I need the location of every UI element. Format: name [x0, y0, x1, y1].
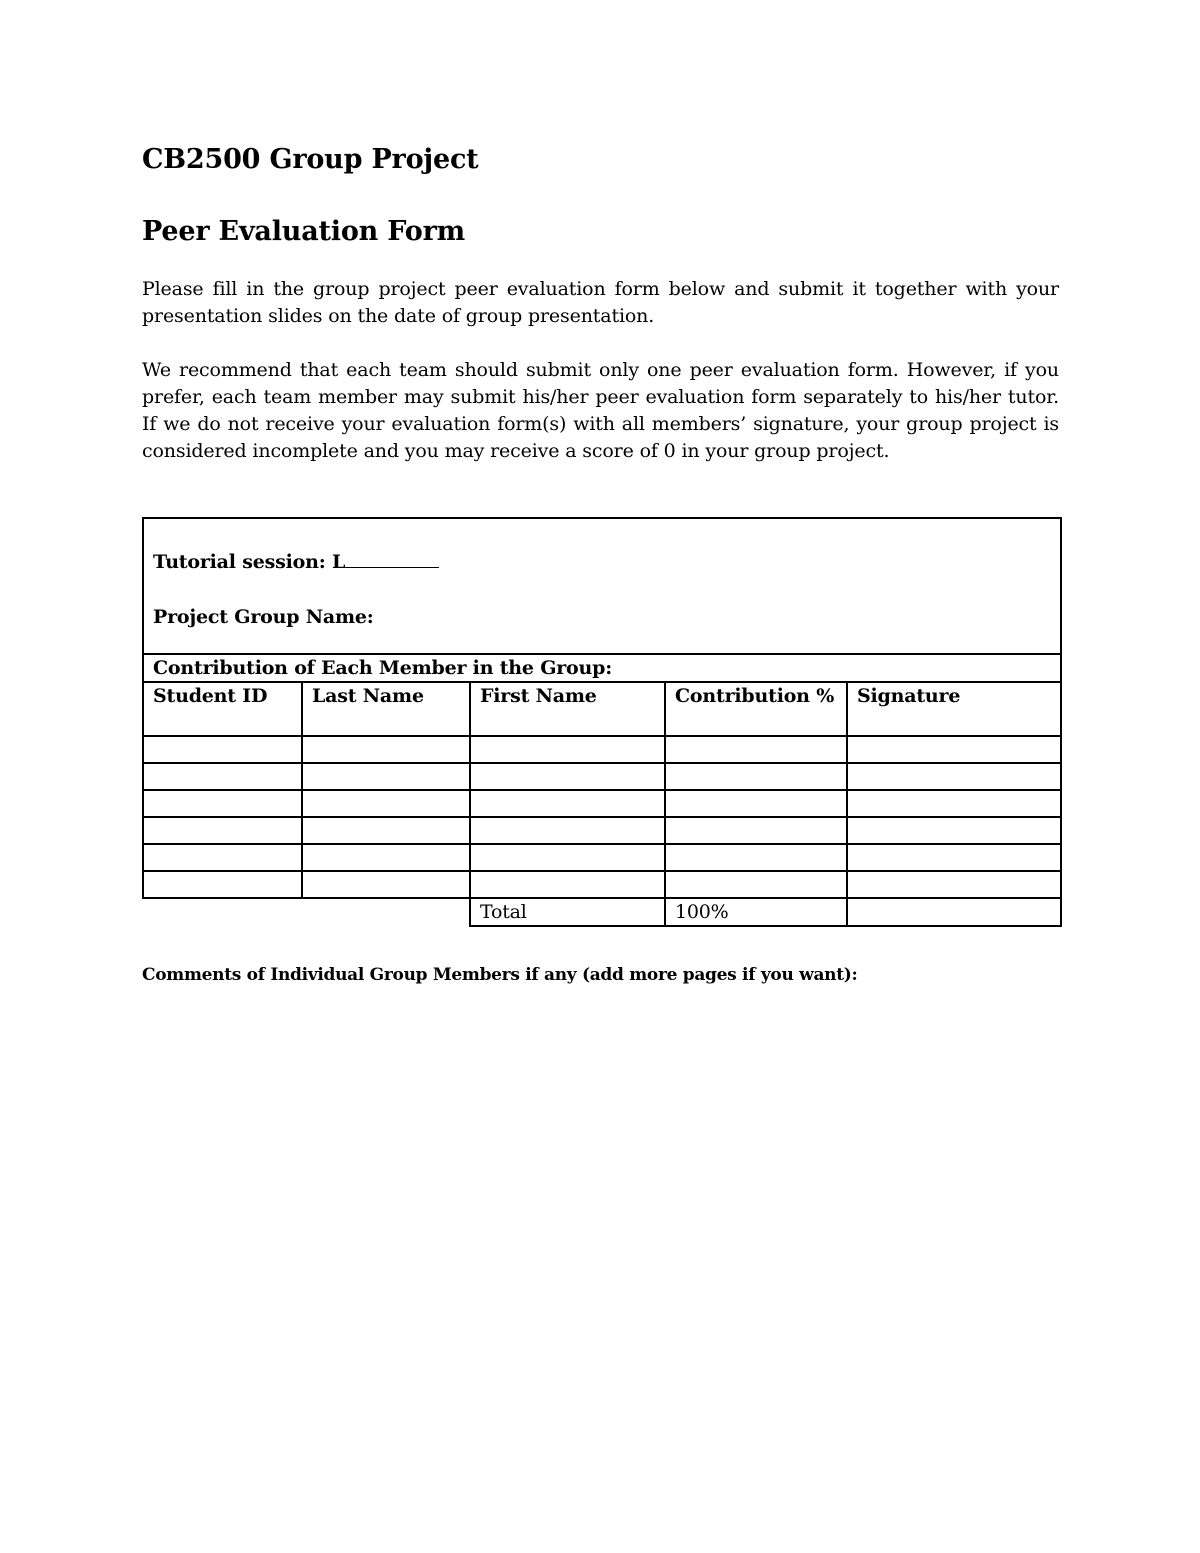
- first-name-cell[interactable]: [470, 817, 665, 844]
- student-id-cell[interactable]: [143, 763, 302, 790]
- col-header-contribution: Contribution %: [665, 682, 847, 736]
- table-row: [143, 790, 1061, 817]
- first-name-cell[interactable]: [470, 763, 665, 790]
- form-title: Peer Evaluation Form: [142, 216, 465, 247]
- col-header-last-name: Last Name: [302, 682, 470, 736]
- student-id-cell[interactable]: [143, 817, 302, 844]
- last-name-cell[interactable]: [302, 736, 470, 763]
- contribution-cell[interactable]: [665, 844, 847, 871]
- signature-cell[interactable]: [847, 844, 1061, 871]
- first-name-cell[interactable]: [470, 790, 665, 817]
- comments-label: Comments of Individual Group Members if any (add more pages if you want):: [142, 965, 858, 985]
- student-id-cell[interactable]: [143, 871, 302, 898]
- signature-cell[interactable]: [847, 817, 1061, 844]
- first-name-cell[interactable]: [470, 844, 665, 871]
- course-title: CB2500 Group Project: [142, 144, 479, 175]
- table-row: [143, 871, 1061, 898]
- header-info-row: [143, 518, 1061, 654]
- col-header-signature: Signature: [847, 682, 1061, 736]
- table-row: [143, 736, 1061, 763]
- total-row-spacer: [143, 898, 470, 926]
- contribution-cell[interactable]: [665, 817, 847, 844]
- tutorial-session-line: [144, 549, 1060, 575]
- last-name-cell[interactable]: [302, 871, 470, 898]
- signature-cell[interactable]: [847, 763, 1061, 790]
- student-id-cell[interactable]: [143, 790, 302, 817]
- contribution-heading-row: [143, 654, 1061, 682]
- contribution-cell[interactable]: [665, 790, 847, 817]
- signature-cell[interactable]: [847, 736, 1061, 763]
- contribution-cell[interactable]: [665, 763, 847, 790]
- tutorial-session-label: Tutorial session: L: [153, 551, 346, 573]
- total-value: 100%: [665, 898, 847, 926]
- total-signature-cell[interactable]: [847, 898, 1061, 926]
- peer-evaluation-table: [142, 517, 1062, 927]
- first-name-cell[interactable]: [470, 871, 665, 898]
- recommendation-paragraph: We recommend that each team should submit only one peer evaluation form. However, if you prefer, each team member may submit his/her peer evaluation form separately to his/her tutor. If we do not receive your evaluation form(s) with all members’ signature, your group project is considered incomplete and you may receive a score of 0 in your group project.: [142, 359, 1059, 462]
- project-group-name-label: Project Group Name:: [153, 606, 374, 628]
- contribution-heading: Contribution of Each Member in the Group:: [143, 654, 1061, 682]
- first-name-cell[interactable]: [470, 736, 665, 763]
- instructions-paragraph: Please fill in the group project peer evaluation form below and submit it together with your presentation slides on the date of group presentation.: [142, 278, 1059, 327]
- last-name-cell[interactable]: [302, 817, 470, 844]
- last-name-cell[interactable]: [302, 790, 470, 817]
- contribution-cell[interactable]: [665, 736, 847, 763]
- table-row: [143, 817, 1061, 844]
- student-id-cell[interactable]: [143, 736, 302, 763]
- contribution-cell[interactable]: [665, 871, 847, 898]
- last-name-cell[interactable]: [302, 844, 470, 871]
- column-header-row: [143, 682, 1061, 736]
- signature-cell[interactable]: [847, 871, 1061, 898]
- table-row: [143, 763, 1061, 790]
- total-label: Total: [470, 898, 665, 926]
- tutorial-session-blank[interactable]: [345, 549, 439, 568]
- col-header-first-name: First Name: [470, 682, 665, 736]
- total-row: [143, 898, 1061, 926]
- col-header-student-id: Student ID: [143, 682, 302, 736]
- last-name-cell[interactable]: [302, 763, 470, 790]
- table-row: [143, 844, 1061, 871]
- student-id-cell[interactable]: [143, 844, 302, 871]
- signature-cell[interactable]: [847, 790, 1061, 817]
- header-info-cell: [143, 518, 1061, 654]
